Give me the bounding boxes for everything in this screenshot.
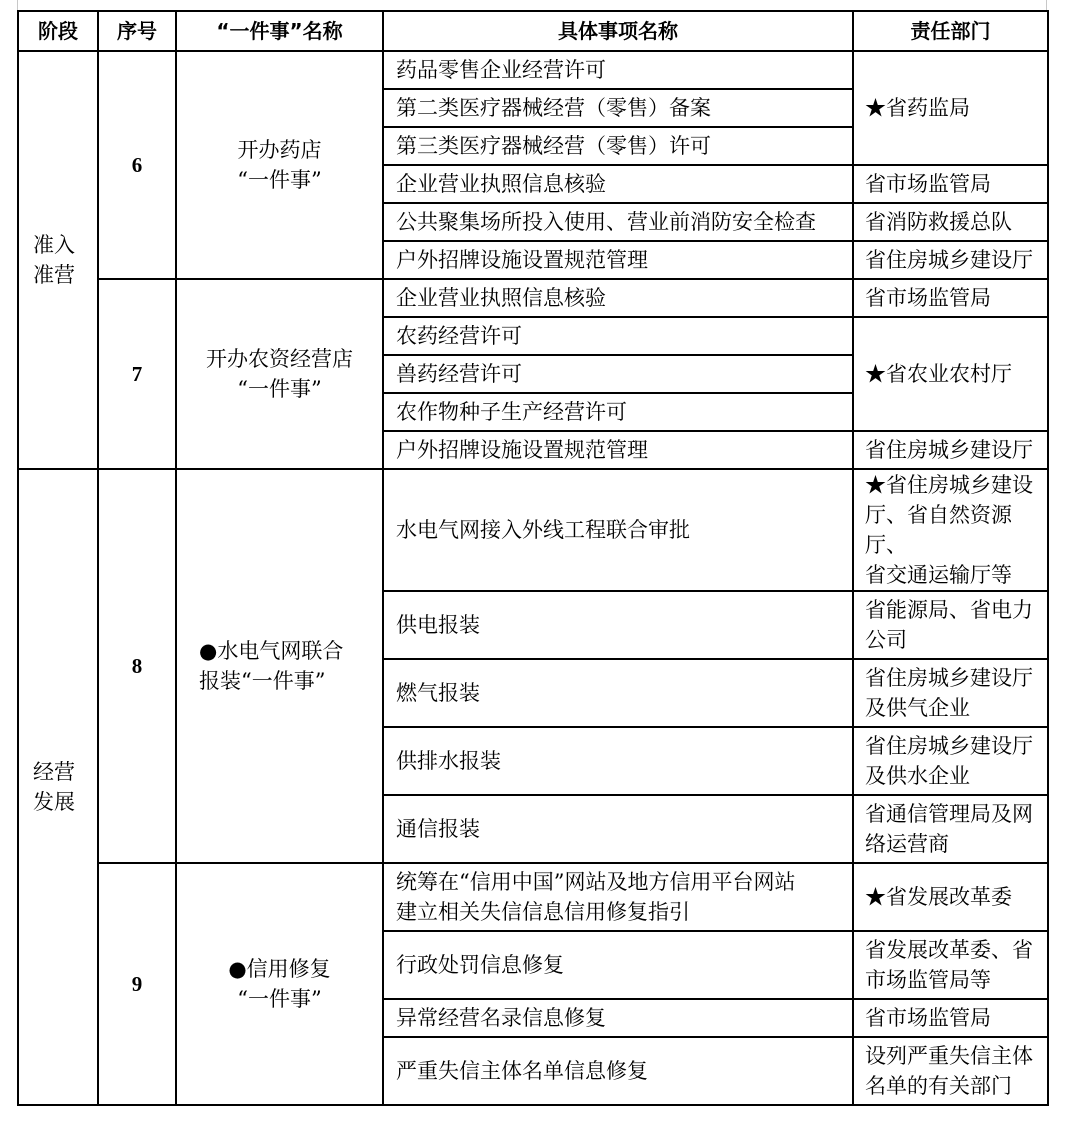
stage-text: 发展 (33, 790, 75, 814)
item-cell: 燃气报装 (383, 659, 853, 727)
item-cell: 农作物种子生产经营许可 (383, 393, 853, 431)
dept-cell: ★省农业农村厅 (853, 317, 1048, 431)
dept-text: 省通信管理局及网 (865, 802, 1033, 826)
dept-cell: 省住房城乡建设厅 (853, 241, 1048, 279)
table-row (18, 279, 1048, 317)
item-cell: 供排水报装 (383, 727, 853, 795)
dept-text: 公司 (865, 628, 907, 652)
stage-text: 准营 (33, 263, 75, 287)
dept-cell (853, 795, 1048, 863)
matter-name (176, 279, 383, 469)
dept-text: 省发展改革委、省 (865, 938, 1033, 962)
dept-cell: 省市场监管局 (853, 999, 1048, 1037)
matter-name-text: 开办药店 (237, 138, 322, 162)
matter-name (176, 469, 383, 863)
dept-text: 省住房城乡建设厅 (865, 666, 1033, 690)
item-cell: 企业营业执照信息核验 (383, 165, 853, 203)
item-cell: 第二类医疗器械经营（零售）备案 (383, 89, 853, 127)
matter-name (176, 51, 383, 279)
seq-number: 9 (98, 863, 176, 1105)
header-num: 序号 (98, 11, 176, 51)
dept-cell (853, 469, 1048, 591)
table-row (18, 863, 1048, 931)
item-cell: 农药经营许可 (383, 317, 853, 355)
dept-cell: 省消防救援总队 (853, 203, 1048, 241)
dept-cell (853, 591, 1048, 659)
matters-table (17, 10, 1049, 1106)
table-row (18, 51, 1048, 89)
dept-cell: ★省发展改革委 (853, 863, 1048, 931)
matter-name-text: 报装“一件事” (199, 669, 326, 693)
margin-tick (1046, 0, 1047, 10)
item-cell: 异常经营名录信息修复 (383, 999, 853, 1037)
item-cell: 户外招牌设施设置规范管理 (383, 241, 853, 279)
item-cell: 供电报装 (383, 591, 853, 659)
item-cell: 药品零售企业经营许可 (383, 51, 853, 89)
item-text: 统筹在“信用中国”网站及地方信用平台网站 (396, 870, 796, 894)
dept-text: 络运营商 (865, 832, 949, 856)
dept-text: 及供气企业 (865, 696, 970, 720)
matter-name-text: ●信用修复 (228, 957, 331, 981)
matter-name-text: ●水电气网联合 (199, 639, 344, 663)
dept-cell: 省市场监管局 (853, 165, 1048, 203)
dept-text: 名单的有关部门 (865, 1074, 1012, 1098)
header-row (18, 11, 1048, 51)
dept-text: 省交通运输厅等 (865, 563, 1012, 587)
item-cell: 行政处罚信息修复 (383, 931, 853, 999)
matter-name (176, 863, 383, 1105)
dept-cell: ★省药监局 (853, 51, 1048, 165)
seq-number: 6 (98, 51, 176, 279)
dept-cell (853, 1037, 1048, 1105)
dept-cell (853, 727, 1048, 795)
stage-cell-operation (18, 469, 98, 1105)
seq-number: 7 (98, 279, 176, 469)
item-cell: 通信报装 (383, 795, 853, 863)
dept-text: 市场监管局等 (865, 968, 991, 992)
stage-cell-access (18, 51, 98, 469)
stage-text: 准入 (33, 233, 75, 257)
item-text: 建立相关失信信息信用修复指引 (396, 900, 690, 924)
seq-number: 8 (98, 469, 176, 863)
dept-text: 厅、省自然资源厅、 (865, 503, 1012, 557)
dept-cell: 省市场监管局 (853, 279, 1048, 317)
header-name: “一件事”名称 (176, 11, 383, 51)
matter-name-text: “一件事” (237, 987, 322, 1011)
dept-text: 省住房城乡建设厅 (865, 734, 1033, 758)
item-cell: 户外招牌设施设置规范管理 (383, 431, 853, 469)
dept-text: 设列严重失信主体 (865, 1044, 1033, 1068)
header-item: 具体事项名称 (383, 11, 853, 51)
margin-tick (17, 0, 18, 10)
item-cell: 水电气网接入外线工程联合审批 (383, 469, 853, 591)
dept-text: ★省住房城乡建设 (865, 473, 1033, 497)
item-cell (383, 863, 853, 931)
item-cell: 企业营业执照信息核验 (383, 279, 853, 317)
stage-text: 经营 (33, 760, 75, 784)
page-top-edge (0, 0, 1080, 10)
matter-name-text: 开办农资经营店 (206, 347, 353, 371)
dept-cell: 省住房城乡建设厅 (853, 431, 1048, 469)
header-stage: 阶段 (18, 11, 98, 51)
item-cell: 严重失信主体名单信息修复 (383, 1037, 853, 1105)
matter-name-text: “一件事” (237, 168, 322, 192)
dept-cell (853, 659, 1048, 727)
item-cell: 兽药经营许可 (383, 355, 853, 393)
header-dept: 责任部门 (853, 11, 1048, 51)
item-cell: 第三类医疗器械经营（零售）许可 (383, 127, 853, 165)
matter-name-text: “一件事” (237, 377, 322, 401)
dept-cell (853, 931, 1048, 999)
dept-text: 及供水企业 (865, 764, 970, 788)
dept-text: 省能源局、省电力 (865, 598, 1033, 622)
table-row (18, 469, 1048, 591)
item-cell: 公共聚集场所投入使用、营业前消防安全检查 (383, 203, 853, 241)
